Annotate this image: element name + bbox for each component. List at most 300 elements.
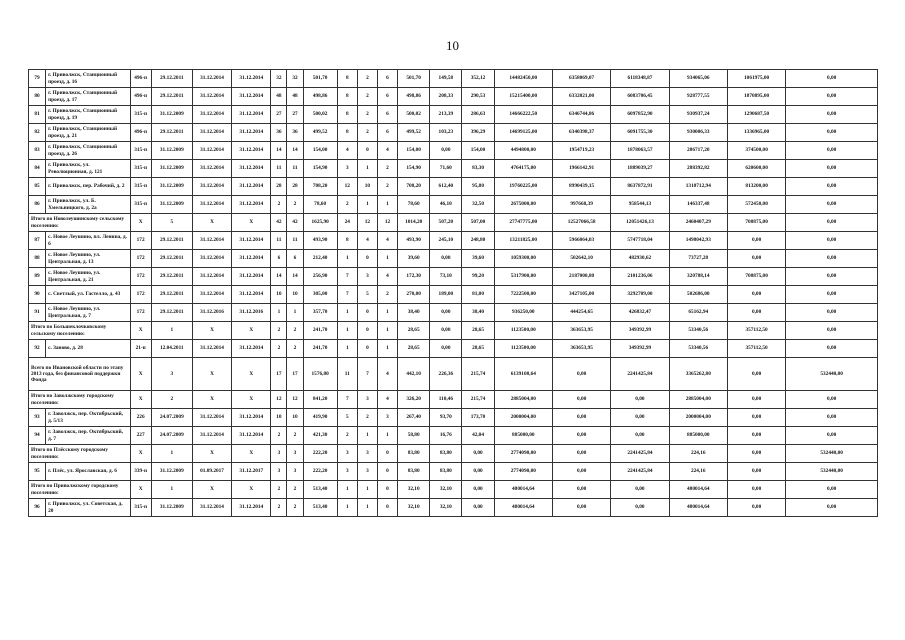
- subtotal-row: [29, 322, 878, 340]
- table-cell: 2: [377, 286, 397, 304]
- table-cell: 1: [377, 322, 397, 340]
- table-cell: 493,90: [398, 232, 430, 250]
- table-cell: 1123500,00: [494, 340, 552, 358]
- table-cell: 0,00: [786, 214, 878, 232]
- table-cell: 27: [287, 106, 303, 124]
- table-cell: 1498042,93: [669, 232, 727, 250]
- table-cell: 8: [337, 106, 357, 124]
- table-cell: 31.12.2014: [192, 427, 231, 445]
- table-cell: 31.12.2014: [232, 70, 271, 88]
- subtotal-label: Итого по Заволжскому городскому поселению:: [29, 391, 131, 409]
- table-cell: 212,40: [303, 250, 337, 268]
- table-cell: 1123500,00: [494, 322, 552, 340]
- table-cell: 6332021,00: [552, 88, 610, 106]
- table-cell: 958544,13: [611, 196, 669, 214]
- table-cell: 31.12.2014: [192, 70, 231, 88]
- table-cell: 0,00: [727, 427, 785, 445]
- table-cell: 93,70: [430, 409, 462, 427]
- table-cell: 0,00: [786, 232, 878, 250]
- subtotal-label: Итого по Новолеушинскому сельскому поселению:: [29, 214, 131, 232]
- table-cell: 500,02: [303, 106, 337, 124]
- table-cell: 31.12.2009: [151, 178, 192, 196]
- table-row: [29, 427, 878, 445]
- table-cell: 103,23: [430, 124, 462, 142]
- table-cell: 1059300,00: [494, 250, 552, 268]
- table-cell: 1966142,91: [552, 160, 610, 178]
- table-cell: X: [192, 445, 231, 463]
- table-cell: 31.12.2014: [192, 340, 231, 358]
- table-cell: X: [192, 391, 231, 409]
- table-cell: 2885004,00: [494, 391, 552, 409]
- table-cell: 38,40: [462, 304, 494, 322]
- table-cell: X: [232, 481, 271, 499]
- table-cell: 21-п: [130, 340, 151, 358]
- table-cell: 6358069,07: [552, 70, 610, 88]
- table-cell: 32,10: [430, 481, 462, 499]
- table-cell: 65162,94: [669, 304, 727, 322]
- table-cell: 31.12.2014: [192, 124, 231, 142]
- table-cell: 315-п: [130, 499, 151, 517]
- table-cell: 2241425,84: [611, 358, 669, 391]
- table-cell: X: [130, 358, 151, 391]
- table-cell: 0: [357, 250, 377, 268]
- table-cell: 480014,64: [494, 499, 552, 517]
- table-cell: 31.12.2009: [151, 106, 192, 124]
- table-row: [29, 88, 878, 106]
- table-cell: 15215400,00: [494, 88, 552, 106]
- table-cell: 357,70: [303, 304, 337, 322]
- table-cell: 2000004,00: [494, 409, 552, 427]
- table-cell: 6118348,87: [611, 70, 669, 88]
- table-cell: 31.12.2014: [192, 499, 231, 517]
- table-cell: 31.12.2014: [232, 196, 271, 214]
- table-cell: 513,40: [303, 481, 337, 499]
- table-cell: 83,80: [398, 463, 430, 481]
- table-cell: X: [192, 481, 231, 499]
- table-cell: 320788,14: [669, 268, 727, 286]
- table-cell: 91: [29, 304, 46, 322]
- table-cell: 224,16: [669, 463, 727, 481]
- table-cell: 83,80: [430, 463, 462, 481]
- table-cell: 29.12.2011: [151, 88, 192, 106]
- table-cell: 2: [271, 427, 287, 445]
- table-cell: 1061975,00: [727, 70, 785, 88]
- table-cell: 7222500,00: [494, 286, 552, 304]
- table-cell: 31.12.2014: [232, 160, 271, 178]
- table-cell: 12051426,13: [611, 214, 669, 232]
- table-cell: 3: [357, 445, 377, 463]
- table-cell: 89: [29, 268, 46, 286]
- table-cell: 32,10: [398, 499, 430, 517]
- table-cell: 4: [377, 142, 397, 160]
- table-cell: 86: [29, 196, 46, 214]
- table-cell: X: [192, 214, 231, 232]
- table-cell: 42: [271, 214, 287, 232]
- table-cell: 480014,64: [669, 481, 727, 499]
- table-cell: 2885004,00: [669, 391, 727, 409]
- table-cell: 10: [287, 286, 303, 304]
- table-cell: 245,10: [430, 232, 462, 250]
- table-cell: 0,00: [786, 340, 878, 358]
- table-cell: 499,52: [398, 124, 430, 142]
- table-cell: 0,00: [552, 358, 610, 391]
- table-cell: 502686,00: [669, 286, 727, 304]
- address-cell: с. Новое Леушино, ул. Центральная, д. 21: [46, 268, 130, 286]
- table-cell: 53340,56: [669, 322, 727, 340]
- table-cell: 2: [337, 196, 357, 214]
- table-cell: 12: [377, 214, 397, 232]
- table-cell: 0: [377, 481, 397, 499]
- table-cell: 500,02: [398, 106, 430, 124]
- table-cell: 2: [377, 160, 397, 178]
- table-cell: 31.12.2014: [232, 409, 271, 427]
- table-cell: 0,00: [611, 481, 669, 499]
- table-cell: 10: [271, 286, 287, 304]
- table-cell: 708,20: [303, 178, 337, 196]
- table-cell: 31.12.2014: [192, 232, 231, 250]
- table-cell: 93: [29, 409, 46, 427]
- table-cell: 31.12.2014: [232, 232, 271, 250]
- table-cell: 357112,50: [727, 322, 785, 340]
- table-cell: 16,76: [430, 427, 462, 445]
- table-cell: 31.12.2014: [232, 427, 271, 445]
- table-cell: 2: [287, 481, 303, 499]
- table-cell: X: [232, 322, 271, 340]
- address-cell: г. Приволжск, Станционный проезд, д. 21: [46, 124, 130, 142]
- table-cell: 241,70: [303, 322, 337, 340]
- table-cell: 1: [377, 250, 397, 268]
- table-cell: 0,00: [786, 391, 878, 409]
- table-cell: 0: [357, 322, 377, 340]
- table-cell: 31.12.2014: [232, 88, 271, 106]
- table-cell: 6346744,86: [552, 106, 610, 124]
- table-cell: 374500,00: [727, 142, 785, 160]
- table-cell: 2101236,06: [611, 268, 669, 286]
- table-cell: 1: [337, 481, 357, 499]
- table-cell: 1: [151, 322, 192, 340]
- table-cell: 1: [357, 499, 377, 517]
- table-cell: 841,20: [303, 391, 337, 409]
- table-cell: 315-п: [130, 178, 151, 196]
- table-cell: 36: [287, 124, 303, 142]
- table-cell: 14666222,50: [494, 106, 552, 124]
- table-cell: 1290687,50: [727, 106, 785, 124]
- table-cell: 7: [337, 286, 357, 304]
- table-row: [29, 250, 878, 268]
- table-cell: 1: [357, 160, 377, 178]
- table-cell: 14: [287, 142, 303, 160]
- table-cell: 4: [357, 232, 377, 250]
- table-cell: 248,80: [462, 232, 494, 250]
- table-cell: 2: [357, 409, 377, 427]
- table-cell: 482930,62: [611, 250, 669, 268]
- table-cell: 32,50: [462, 196, 494, 214]
- table-cell: 224,16: [669, 445, 727, 463]
- table-cell: 222,20: [303, 463, 337, 481]
- table-cell: 532440,00: [786, 445, 878, 463]
- table-cell: 2: [271, 322, 287, 340]
- table-cell: 81,00: [462, 286, 494, 304]
- table-row: [29, 106, 878, 124]
- table-cell: 0,00: [786, 409, 878, 427]
- table-cell: 95: [29, 463, 46, 481]
- table-cell: 0,00: [552, 427, 610, 445]
- table-cell: 480014,64: [494, 481, 552, 499]
- table-cell: 2241425,84: [611, 445, 669, 463]
- table-cell: 90: [29, 286, 46, 304]
- subtotal-label: Всего по Ивановской области по этапу 2013 года, без финансовой поддержки Фонда: [29, 358, 131, 391]
- table-cell: 78,60: [398, 196, 430, 214]
- table-cell: 1: [287, 304, 303, 322]
- table-row: [29, 286, 878, 304]
- table-cell: 78,60: [303, 196, 337, 214]
- table-cell: 12.04.2011: [151, 340, 192, 358]
- table-cell: 1889039,27: [611, 160, 669, 178]
- table-cell: X: [192, 322, 231, 340]
- housing-resettlement-table: [28, 69, 878, 517]
- table-cell: 498,86: [303, 88, 337, 106]
- table-cell: 493,90: [303, 232, 337, 250]
- table-cell: 0: [357, 304, 377, 322]
- table-cell: 2: [287, 499, 303, 517]
- table-cell: 8990439,15: [552, 178, 610, 196]
- table-cell: 0,00: [727, 391, 785, 409]
- table-cell: 1625,90: [303, 214, 337, 232]
- table-cell: 0: [377, 445, 397, 463]
- table-cell: 31.12.2016: [232, 304, 271, 322]
- table-cell: 0,00: [786, 304, 878, 322]
- table-cell: 0,00: [430, 304, 462, 322]
- table-cell: 96: [29, 499, 46, 517]
- table-cell: 24: [337, 214, 357, 232]
- table-cell: 1: [357, 427, 377, 445]
- table-cell: 3427105,00: [552, 286, 610, 304]
- table-cell: 496-п: [130, 124, 151, 142]
- table-cell: 83,80: [398, 445, 430, 463]
- table-cell: 31.12.2009: [151, 196, 192, 214]
- address-cell: г. Приволжск, ул. Советская, д. 20: [46, 499, 130, 517]
- table-cell: 426832,47: [611, 304, 669, 322]
- table-cell: 0,00: [611, 391, 669, 409]
- table-cell: 10: [357, 178, 377, 196]
- table-cell: 110,46: [430, 391, 462, 409]
- table-cell: 507,20: [430, 214, 462, 232]
- table-cell: 85: [29, 178, 46, 196]
- table-cell: 612,40: [430, 178, 462, 196]
- table-cell: 31.12.2014: [232, 499, 271, 517]
- table-cell: 507,00: [462, 214, 494, 232]
- table-cell: 12: [287, 391, 303, 409]
- table-cell: 0,00: [727, 250, 785, 268]
- table-cell: 1: [151, 445, 192, 463]
- table-cell: 4764175,00: [494, 160, 552, 178]
- table-cell: 3: [287, 463, 303, 481]
- table-cell: 286,63: [462, 106, 494, 124]
- table-cell: 4: [377, 391, 397, 409]
- table-cell: 0,00: [786, 427, 878, 445]
- table-cell: 172,30: [398, 268, 430, 286]
- table-cell: 4: [377, 232, 397, 250]
- table-cell: 2: [337, 427, 357, 445]
- table-cell: 3: [337, 160, 357, 178]
- table-cell: 208,33: [430, 88, 462, 106]
- table-cell: X: [130, 481, 151, 499]
- address-cell: г. Приволжск, пер. Рабочий, д. 2: [46, 178, 130, 196]
- address-cell: г. Заволжск, пер. Октябрьский, д. 5/13: [46, 409, 130, 427]
- table-cell: 305,00: [303, 286, 337, 304]
- table-cell: 31.12.2014: [192, 160, 231, 178]
- table-cell: 3: [287, 445, 303, 463]
- table-cell: 4: [337, 142, 357, 160]
- table-cell: 29.12.2011: [151, 304, 192, 322]
- table-cell: 227: [130, 427, 151, 445]
- table-cell: 31.12.2014: [232, 142, 271, 160]
- table-cell: 930006,33: [669, 124, 727, 142]
- table-cell: 6: [271, 250, 287, 268]
- table-cell: 8: [337, 124, 357, 142]
- table-cell: 28: [287, 178, 303, 196]
- table-cell: 0: [377, 499, 397, 517]
- table-cell: 6: [287, 250, 303, 268]
- table-cell: 42: [287, 214, 303, 232]
- table-cell: 0,00: [611, 499, 669, 517]
- table-cell: 326,20: [398, 391, 430, 409]
- table-cell: 496-п: [130, 88, 151, 106]
- table-cell: 270,00: [398, 286, 430, 304]
- table-cell: 31.12.2009: [151, 463, 192, 481]
- table-cell: 10: [287, 409, 303, 427]
- table-cell: 172: [130, 304, 151, 322]
- table-cell: 0,00: [727, 481, 785, 499]
- table-cell: 444254,65: [552, 304, 610, 322]
- table-cell: 1: [377, 340, 397, 358]
- table-cell: 0,00: [786, 499, 878, 517]
- table-cell: 502642,10: [552, 250, 610, 268]
- table-cell: 315-п: [130, 196, 151, 214]
- table-cell: 2: [377, 178, 397, 196]
- table-cell: 885000,00: [669, 427, 727, 445]
- table-cell: 357112,50: [727, 340, 785, 358]
- table-cell: 2187000,80: [552, 268, 610, 286]
- table-cell: 934065,06: [669, 70, 727, 88]
- table-cell: 2675000,00: [494, 196, 552, 214]
- table-cell: 28,65: [398, 340, 430, 358]
- table-cell: 31.12.2014: [232, 286, 271, 304]
- table-cell: 3: [377, 409, 397, 427]
- table-cell: 83,80: [430, 445, 462, 463]
- table-cell: 73727,28: [669, 250, 727, 268]
- table-cell: 83,30: [462, 160, 494, 178]
- table-cell: 17: [271, 358, 287, 391]
- table-cell: 2: [357, 70, 377, 88]
- table-cell: 349392,99: [611, 322, 669, 340]
- address-cell: г. Приволжск, ул. Б. Хмельницкого, д. 2а: [46, 196, 130, 214]
- table-cell: 94: [29, 427, 46, 445]
- table-cell: 1: [337, 250, 357, 268]
- table-cell: 2241425,84: [611, 463, 669, 481]
- table-cell: 38,40: [398, 304, 430, 322]
- table-cell: 81: [29, 106, 46, 124]
- table-row: [29, 499, 878, 517]
- table-cell: 501,70: [303, 70, 337, 88]
- table-cell: 6: [377, 106, 397, 124]
- table-cell: 154,90: [303, 160, 337, 178]
- table-cell: 154,00: [303, 142, 337, 160]
- table-cell: 708875,00: [727, 214, 785, 232]
- subtotal-row: [29, 391, 878, 409]
- table-cell: 32: [271, 70, 287, 88]
- table-cell: 31.12.2014: [232, 340, 271, 358]
- table-cell: 31.12.2014: [232, 124, 271, 142]
- table-cell: 2: [271, 481, 287, 499]
- table-cell: 83: [29, 142, 46, 160]
- table-cell: 2: [287, 322, 303, 340]
- subtotal-row: [29, 358, 878, 391]
- table-cell: 149,58: [430, 70, 462, 88]
- table-cell: 0,00: [552, 445, 610, 463]
- table-cell: 363653,95: [552, 340, 610, 358]
- table-cell: 2774090,00: [494, 445, 552, 463]
- table-cell: 1878063,57: [611, 142, 669, 160]
- table-cell: 2: [287, 340, 303, 358]
- table-row: [29, 160, 878, 178]
- table-cell: 1014,20: [398, 214, 430, 232]
- table-cell: 513,40: [303, 499, 337, 517]
- table-cell: 3: [337, 463, 357, 481]
- table-cell: 885000,00: [494, 427, 552, 445]
- table-cell: 396,29: [462, 124, 494, 142]
- table-cell: 0,00: [727, 409, 785, 427]
- table-cell: 0,00: [786, 322, 878, 340]
- table-cell: 0,00: [786, 178, 878, 196]
- table-cell: 0,00: [552, 463, 610, 481]
- table-cell: 0,00: [786, 196, 878, 214]
- table-cell: 92: [29, 340, 46, 358]
- table-cell: 315-п: [130, 142, 151, 160]
- table-cell: 28,65: [462, 322, 494, 340]
- page-number: 10: [446, 38, 459, 53]
- table-cell: 29.12.2011: [151, 124, 192, 142]
- table-cell: 315-п: [130, 106, 151, 124]
- table-cell: 0,00: [430, 322, 462, 340]
- table-row: [29, 304, 878, 322]
- table-cell: 87: [29, 232, 46, 250]
- table-row: [29, 268, 878, 286]
- table-cell: 572450,00: [727, 196, 785, 214]
- address-cell: с. Заново, д. 28: [46, 340, 130, 358]
- address-cell: с. Новое Леушино, ул. Центральная, д. 13: [46, 250, 130, 268]
- table-cell: 31.12.2009: [151, 160, 192, 178]
- table-cell: 79: [29, 70, 46, 88]
- table-cell: 3292709,00: [611, 286, 669, 304]
- table-cell: 997668,39: [552, 196, 610, 214]
- table-cell: 146337,48: [669, 196, 727, 214]
- table-cell: 2: [271, 196, 287, 214]
- table-cell: 5317900,00: [494, 268, 552, 286]
- table-cell: 708875,00: [727, 268, 785, 286]
- table-row: [29, 409, 878, 427]
- table-cell: 0,00: [786, 88, 878, 106]
- table-cell: 288392,82: [669, 160, 727, 178]
- table-cell: 172: [130, 250, 151, 268]
- subtotal-label: Итого по Большеклочковскому сельскому поселению:: [29, 322, 131, 340]
- table-cell: 7: [357, 358, 377, 391]
- table-cell: 3: [151, 358, 192, 391]
- table-cell: 1318712,94: [669, 178, 727, 196]
- table-cell: X: [130, 391, 151, 409]
- table-cell: 6139108,64: [494, 358, 552, 391]
- table-cell: 53340,56: [669, 340, 727, 358]
